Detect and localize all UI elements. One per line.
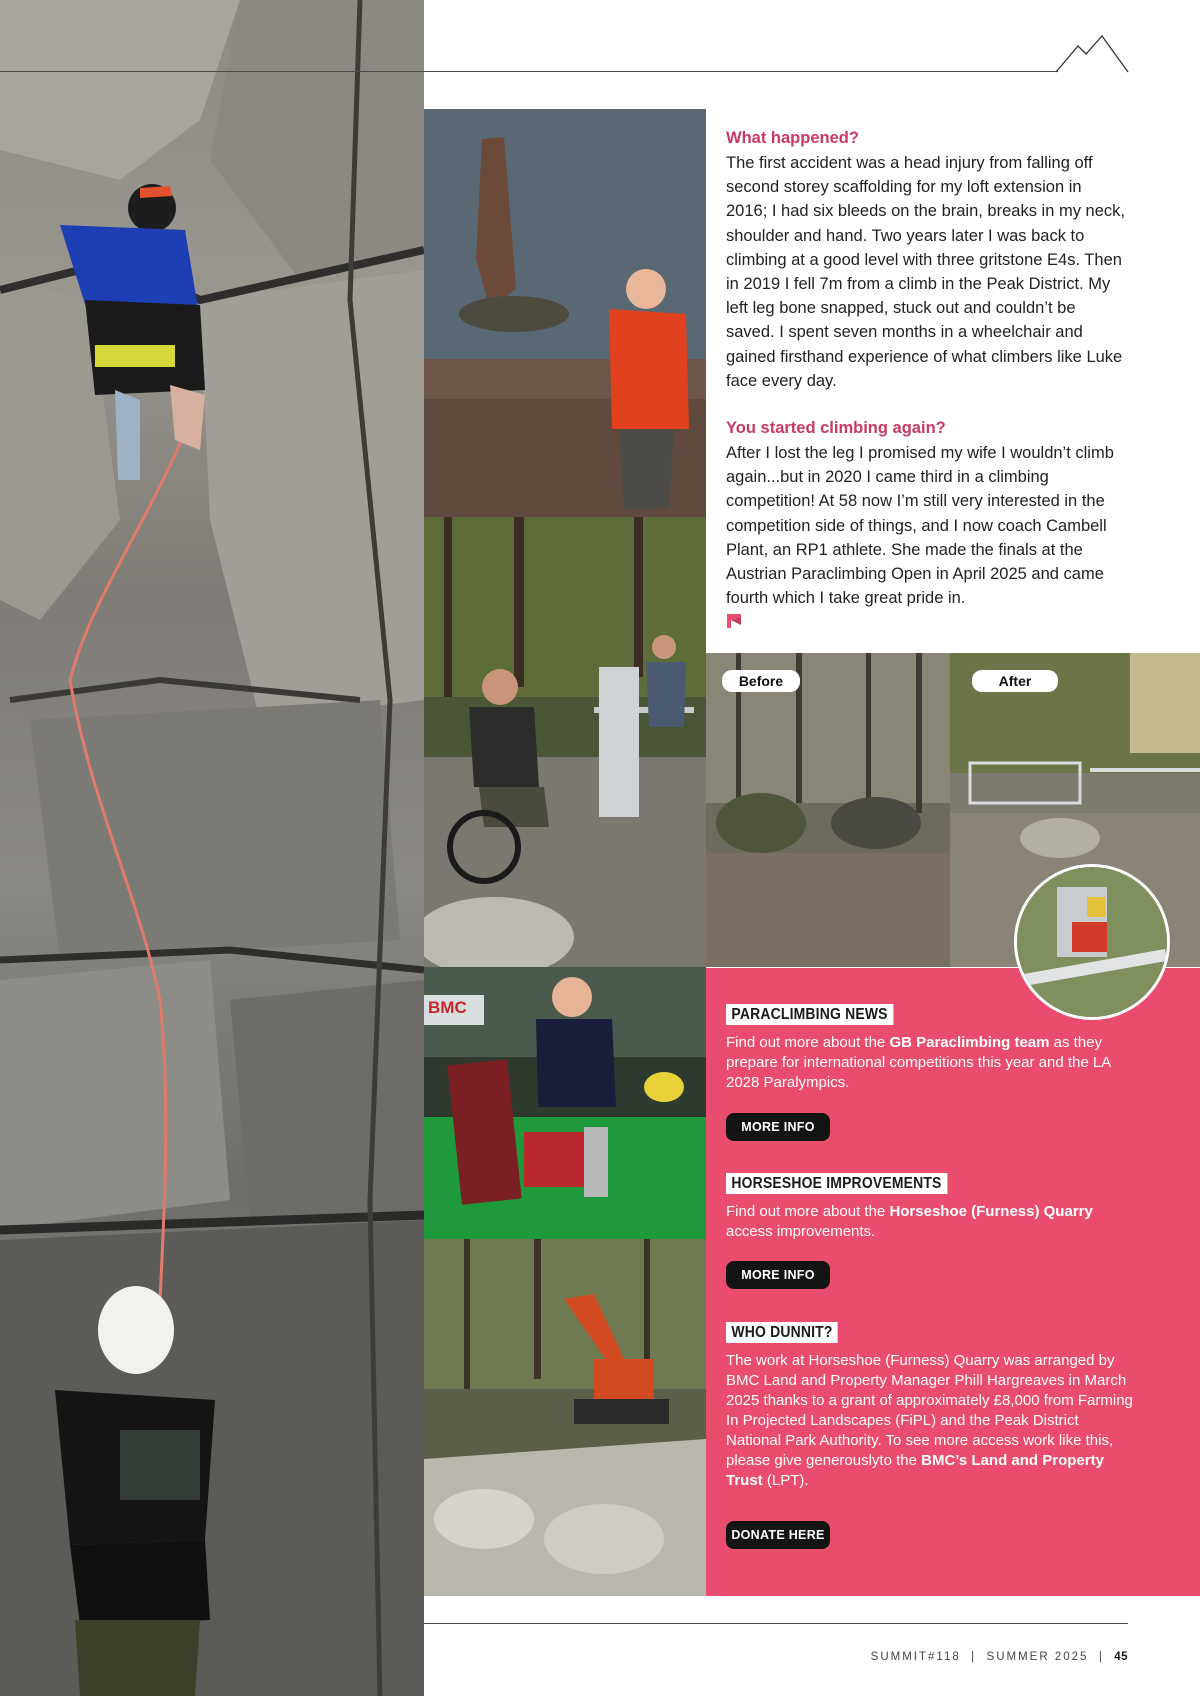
paraclimbing-more-info-button[interactable]: MORE INFO	[726, 1113, 830, 1141]
photo-before	[706, 653, 950, 967]
question-what-happened: What happened?	[726, 129, 859, 147]
photo-sea-stack	[424, 109, 706, 517]
folio	[871, 1651, 1128, 1663]
who-dunnit-body: The work at Horseshoe (Furness) Quarry was arranged by BMC Land and Property Manager Phill Hargreaves in March 2025 thanks to a grant of approximately £8,000 from Farming In Projected Landscapes (FiPL) and the Peak District National Park Authority. To see more access work like this, please give generouslyto the BMC’s Land and Property Trust (LPT).	[726, 1352, 1133, 1489]
question-climbing-again: You started climbing again?	[726, 419, 946, 437]
issue-number: SUMMIT#118	[870, 1651, 961, 1663]
photo-wheelchair-gate	[424, 517, 706, 967]
page-number: 45	[1114, 1651, 1128, 1663]
folio-separator-2: |	[1098, 1651, 1104, 1663]
end-mark-icon	[726, 613, 742, 629]
before-label: Before	[722, 670, 800, 692]
folio-separator: |	[971, 1651, 977, 1663]
issue-season: SUMMER 2025	[986, 1651, 1089, 1663]
climbing-photo-art	[0, 0, 424, 1696]
land-property-trust-link[interactable]: BMC’s Land and Property Trust	[726, 1452, 1104, 1489]
photo-bmc-stand	[424, 967, 706, 1239]
paraclimbing-news-tag: PARACLIMBING NEWS	[726, 1004, 893, 1025]
header-rule	[0, 71, 1058, 72]
paraclimbing-news-body: Find out more about the GB Paraclimbing team as they prepare for international competitions this year and the LA 2028 Paralympics.	[726, 1034, 1111, 1091]
answer-what-happened: The first accident was a head injury from falling off second storey scaffolding for my loft extension in 2016; I had six bleeds on the brain, breaks in my neck, shoulder and hand. Two years later I was back to climbing at a good level with three gritstone E4s. Then in 2019 I fell 7m from a climb in the Peak District. My left leg bone snapped, stuck out and couldn’t be saved. I spent seven months in a wheelchair and gained firsthand experience of what climbers like Luke face every day.	[726, 154, 1125, 390]
photo-quarry-digger	[424, 1239, 706, 1596]
bmc-banner-text: BMC	[428, 998, 467, 1017]
after-label: After	[972, 670, 1058, 692]
horseshoe-improvements-body: Find out more about the Horseshoe (Furness) Quarry access improvements.	[726, 1203, 1093, 1240]
horseshoe-quarry-link[interactable]: Horseshoe (Furness) Quarry	[889, 1203, 1093, 1220]
gate-latch-inset	[1014, 864, 1170, 1020]
who-dunnit-tag: WHO DUNNIT?	[726, 1322, 838, 1343]
horseshoe-improvements-tag: HORSESHOE IMPROVEMENTS	[726, 1173, 947, 1194]
footer-rule	[424, 1623, 1128, 1624]
mountain-icon	[1052, 34, 1132, 74]
climbing-photo	[0, 0, 424, 1696]
donate-here-button[interactable]: DONATE HERE	[726, 1521, 830, 1549]
answer-climbing-again: After I lost the leg I promised my wife I wouldn’t climb again...but in 2020 I came third in a climbing competition! At 58 now I’m still very interested in the competition side of things, and I now coach Cambell Plant, an RP1 athlete. She made the finals at the Austrian Paraclimbing Open in April 2025 and came fourth which I take great pride in.	[726, 444, 1114, 608]
horseshoe-more-info-button[interactable]: MORE INFO	[726, 1261, 830, 1289]
gb-paraclimbing-link[interactable]: GB Paraclimbing team	[889, 1034, 1050, 1051]
